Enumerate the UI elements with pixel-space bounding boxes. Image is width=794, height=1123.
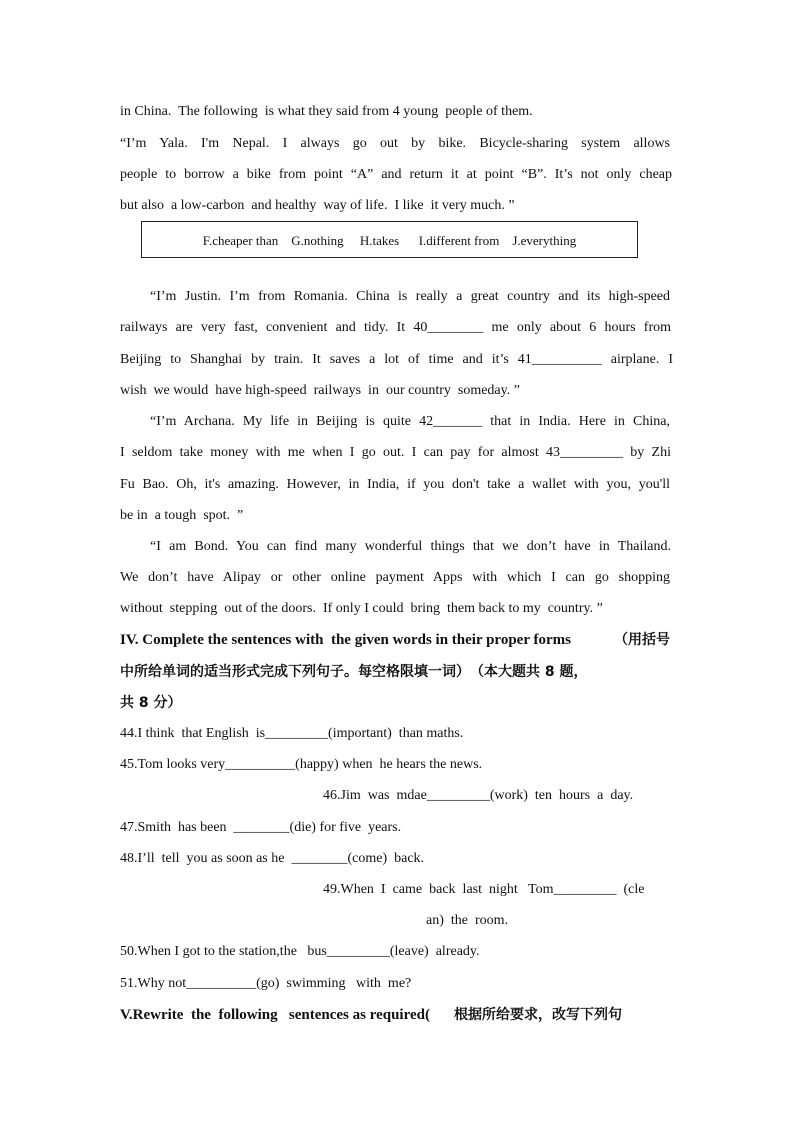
justin-line-3: Beijing to Shanghai by train. It saves a lot of time and it’s 41__________ airplane. I [120, 352, 673, 367]
question-44: 44.I think that English is_________(important) than maths. [120, 726, 464, 741]
question-49-part-1: 49.When I came back last night Tom_________ (cle [323, 882, 645, 897]
section-v-title: V.Rewrite the following sentences as required( [120, 1007, 430, 1023]
archana-line-2: I seldom take money with me when I go out. I can pay for almost 43_________ by Zhi [120, 445, 671, 460]
archana-line-1: “I’m Archana. My life in Beijing is quite 42_______ that in India. Here in China, [150, 414, 670, 429]
yala-line-2: people to borrow a bike from point “A” and return it at point “B”. It’s not only cheap [120, 167, 672, 182]
yala-line-1: “I’m Yala. I'm Nepal. I always go out by bike. Bicycle-sharing system allows [120, 136, 670, 151]
section-iv-title-cn-2: 中所给单词的适当形式完成下列句子。每空格限填一词） （本大题共 8 题， [120, 664, 588, 680]
question-50: 50.When I got to the station,the bus_________(leave) already. [120, 944, 480, 959]
question-47: 47.Smith has been ________(die) for five years. [120, 820, 402, 835]
archana-line-3: Fu Bao. Oh, it's amazing. However, in India, if you don't take a wallet with you, you'll [120, 477, 670, 492]
justin-line-2: railways are very fast, convenient and tidy. It 40________ me only about 6 hours from [120, 320, 671, 335]
word-options-box: F.cheaper than G.nothing H.takes I.different from J.everything [141, 221, 638, 258]
justin-line-4: wish we would have high-speed railways in our country someday. ” [120, 383, 520, 398]
section-iv-title-cn-3: 共 8 分） [120, 695, 182, 711]
bond-line-2: We don’t have Alipay or other online payment Apps with which I can go shopping [120, 570, 670, 585]
bond-line-1: “I am Bond. You can find many wonderful things that we don’t have in Thailand. [150, 539, 671, 554]
yala-line-3: but also a low-carbon and healthy way of life. I like it very much. ” [120, 198, 515, 213]
section-v-title-cn: 根据所给要求，改写下列句 [454, 1007, 622, 1023]
question-46: 46.Jim was mdae_________(work) ten hours a day. [323, 788, 634, 803]
justin-line-1: “I’m Justin. I’m from Romania. China is really a great country and its high-speed [150, 289, 670, 304]
section-iv-title-cn-1: （用括号 [614, 632, 670, 648]
passage-intro-line: in China. The following is what they said from 4 young people of them. [120, 104, 533, 119]
archana-line-4: be in a tough spot. ” [120, 508, 244, 523]
question-45: 45.Tom looks very__________(happy) when he hears the news. [120, 757, 483, 772]
question-48: 48.I’ll tell you as soon as he ________(come) back. [120, 851, 425, 866]
question-51: 51.Why not__________(go) swimming with me? [120, 976, 412, 991]
section-iv-title: IV. Complete the sentences with the given words in their proper forms [120, 632, 571, 648]
question-49-part-2: an) the room. [426, 913, 509, 928]
bond-line-3: without stepping out of the doors. If only I could bring them back to my country. ” [120, 601, 603, 616]
